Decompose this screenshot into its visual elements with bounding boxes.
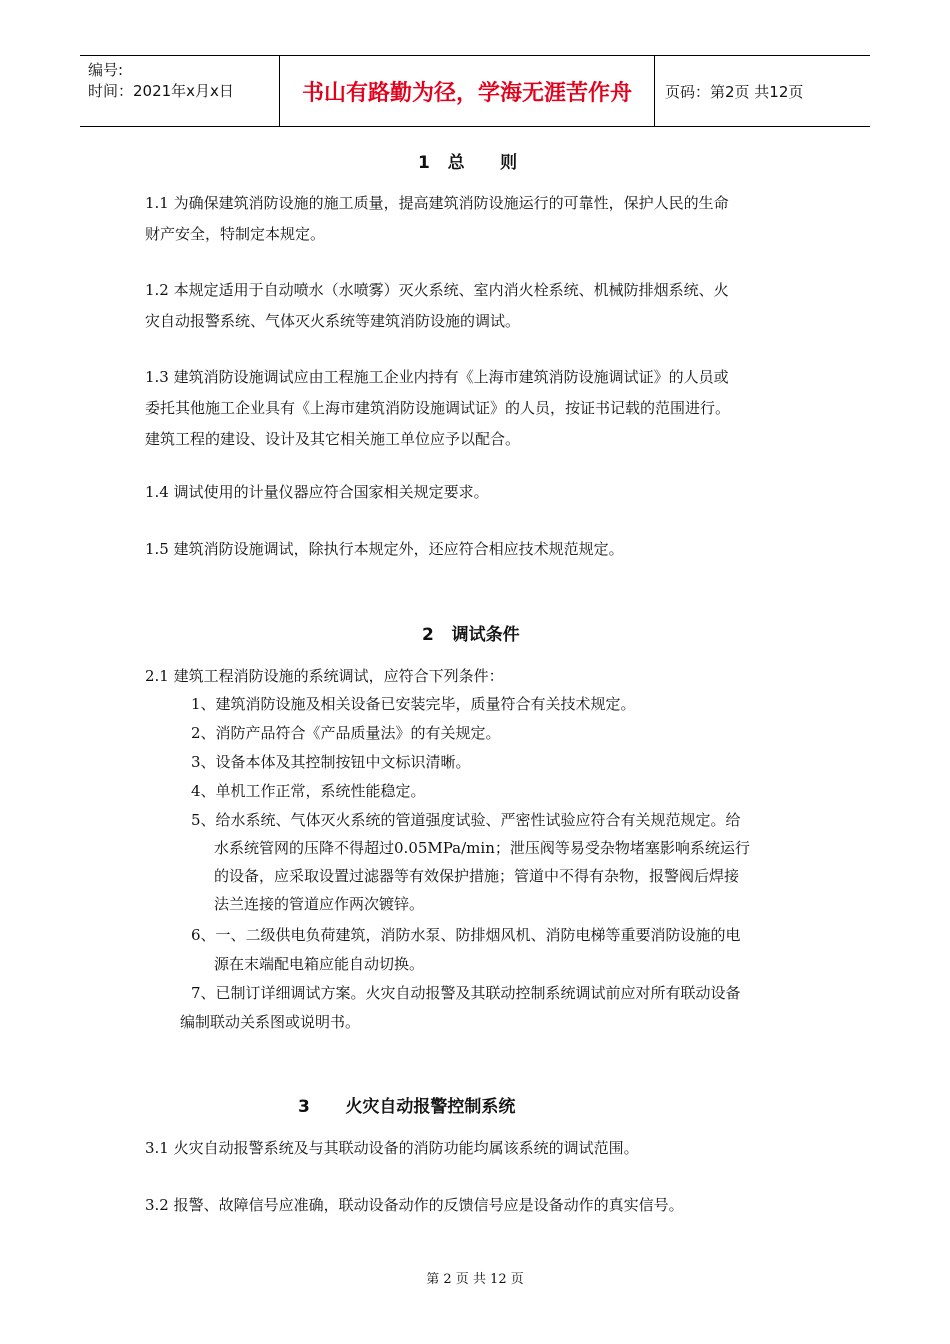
clause-3-2: 3.2 报警、故障信号应准确，联动设备动作的反馈信号应是设备动作的真实信号。 <box>145 1196 684 1214</box>
condition-item-5-cont: 水系统管网的压降不得超过0.05MPa/min；泄压阀等易受杂物堵塞影响系统运行 <box>214 839 750 857</box>
document-date: 时间：2021年x月x日 <box>88 82 234 100</box>
condition-item-6-cont: 源在末端配电箱应能自动切换。 <box>214 955 425 973</box>
clause-1-2 <box>145 275 815 337</box>
header-motto: 书山有路勤为径，学海无涯苦作舟 <box>280 56 655 126</box>
clause-line: 1.3 建筑消防设施调试应由工程施工企业内持有《上海市建筑消防设施调试证》的人员或 <box>145 368 729 386</box>
section-1-title: 1 总 则 <box>418 153 518 173</box>
clause-1-1 <box>145 188 815 250</box>
condition-item-3: 3、设备本体及其控制按钮中文标识清晰。 <box>191 753 471 771</box>
clause-line: 财产安全，特制定本规定。 <box>145 225 326 243</box>
header-page-info: 页码：第2页 共12页 <box>665 82 804 101</box>
clause-1-5: 1.5 建筑消防设施调试，除执行本规定外，还应符合相应技术规范规定。 <box>145 540 624 558</box>
condition-item-5-cont: 法兰连接的管道应作两次镀锌。 <box>214 895 425 913</box>
condition-item-5-cont: 的设备，应采取设置过滤器等有效保护措施；管道中不得有杂物，报警阀后焊接 <box>214 867 740 885</box>
clause-line: 灾自动报警系统、气体灭火系统等建筑消防设施的调试。 <box>145 312 521 330</box>
clause-3-1: 3.1 火灾自动报警系统及与其联动设备的消防功能均属该系统的调试范围。 <box>145 1139 639 1157</box>
page-footer: 第 2 页 共 12 页 <box>426 1272 524 1287</box>
condition-item-1: 1、建筑消防设施及相关设备已安装完毕，质量符合有关技术规定。 <box>191 695 636 713</box>
header-meta <box>80 56 280 126</box>
condition-item-7-cont: 编制联动关系图或说明书。 <box>180 1013 361 1031</box>
section-2-title: 2 调试条件 <box>422 625 520 645</box>
clause-line: 1.1 为确保建筑消防设施的施工质量，提高建筑消防设施运行的可靠性，保护人民的生命 <box>145 194 729 212</box>
clause-line: 委托其他施工企业具有《上海市建筑消防设施调试证》的人员，按证书记载的范围进行。 <box>145 399 731 417</box>
condition-item-4: 4、单机工作正常，系统性能稳定。 <box>191 782 426 800</box>
condition-item-2: 2、消防产品符合《产品质量法》的有关规定。 <box>191 724 501 742</box>
condition-item-7: 7、已制订详细调试方案。火灾自动报警及其联动控制系统调试前应对所有联动设备 <box>191 984 741 1002</box>
section-3-title: 3 火灾自动报警控制系统 <box>298 1097 516 1117</box>
clause-line: 1.2 本规定适用于自动喷水（水喷雾）灭火系统、室内消火栓系统、机械防排烟系统、火 <box>145 281 729 299</box>
page-header <box>80 55 870 127</box>
clause-1-4: 1.4 调试使用的计量仪器应符合国家相关规定要求。 <box>145 483 489 501</box>
clause-1-3 <box>145 362 815 455</box>
condition-item-6: 6、一、二级供电负荷建筑，消防水泵、防排烟风机、消防电梯等重要消防设施的电 <box>191 926 741 944</box>
clause-2-1: 2.1 建筑工程消防设施的系统调试，应符合下列条件： <box>145 667 504 685</box>
clause-line: 建筑工程的建设、设计及其它相关施工单位应予以配合。 <box>145 430 521 448</box>
document-number-label: 编号: <box>88 61 124 79</box>
condition-item-5: 5、给水系统、气体灭火系统的管道强度试验、严密性试验应符合有关规范规定。给 <box>191 811 741 829</box>
